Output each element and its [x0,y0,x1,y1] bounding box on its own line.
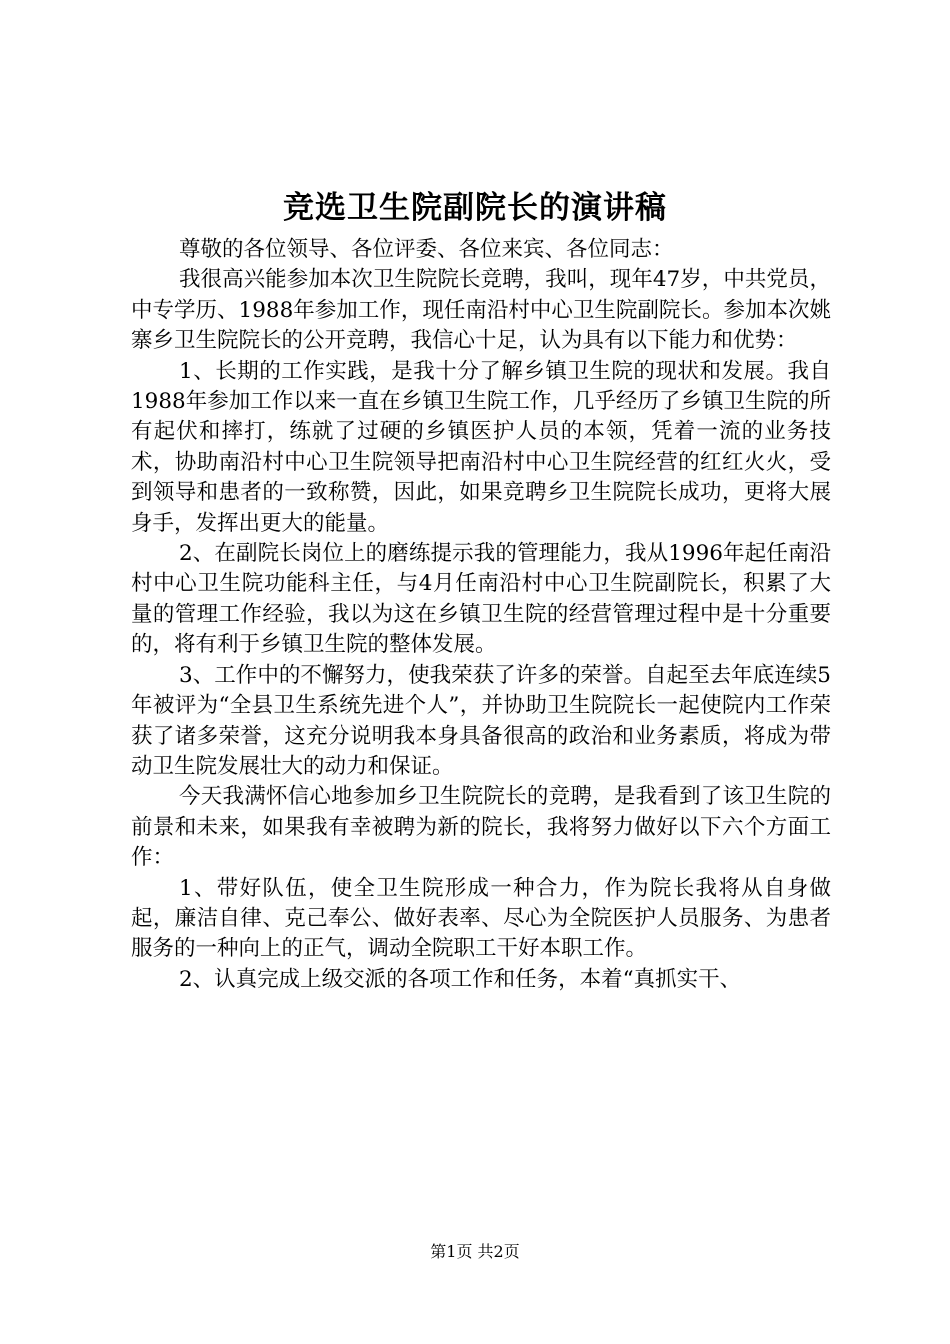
paragraph-advantage-1: 1、长期的工作实践，是我十分了解乡镇卫生院的现状和发展。我自1988年参加工作以来一直在乡镇卫生院工作，几乎经历了乡镇卫生院的所有起伏和摔打，练就了过硬的乡镇医护人员的本领，凭着一流的业务技术，协助南沿村中心卫生院领导把南沿村中心卫生院经营的红红火火，受到领导和患者的一致称赞，因此，如果竞聘乡卫生院院长成功，更将大展身手，发挥出更大的能量。 [131,358,831,536]
paragraph-plan-1: 1、带好队伍，使全卫生院形成一种合力，作为院长我将从自身做起，廉洁自律、克己奉公、做好表率、尽心为全院医护人员服务、为患者服务的一种向上的正气，调动全院职工干好本职工作。 [131,875,831,962]
paragraph-advantage-2: 2、在副院长岗位上的磨练提示我的管理能力，我从1996年起任南沿村中心卫生院功能科主任，与4月任南沿村中心卫生院副院长，积累了大量的管理工作经验，我以为这在乡镇卫生院的经营管理过程中是十分重要的，将有利于乡镇卫生院的整体发展。 [131,541,831,658]
page-footer: 第1页 共2页 [430,1242,520,1261]
paragraph-plan-2: 2、认真完成上级交派的各项工作和任务，本着“真抓实干、 [179,966,742,992]
salutation: 尊敬的各位领导、各位评委、各位来宾、各位同志： [179,237,674,262]
paragraph-advantage-3: 3、工作中的不懈努力，使我荣获了许多的荣誉。自起至去年底连续5年被评为“全县卫生系统先进个人”，并协助卫生院院长一起使院内工作荣获了诸多荣誉，这充分说明我本身具备很高的政治和业务素质，将成为带动卫生院发展壮大的动力和保证。 [131,662,831,779]
document-body [131,235,831,995]
document-title: 竞选卫生院副院长的演讲稿 [283,190,667,226]
paragraph-intro: 我很高兴能参加本次卫生院院长竞聘，我叫，现年47岁，中共党员，中专学历、1988年参加工作，现任南沿村中心卫生院副院长。参加本次姚寨乡卫生院院长的公开竞聘，我信心十足，认为具有以下能力和优势： [131,267,831,354]
paragraph-plan-intro: 今天我满怀信心地参加乡卫生院院长的竞聘，是我看到了该卫生院的前景和未来，如果我有幸被聘为新的院长，我将努力做好以下六个方面工作： [131,784,831,871]
